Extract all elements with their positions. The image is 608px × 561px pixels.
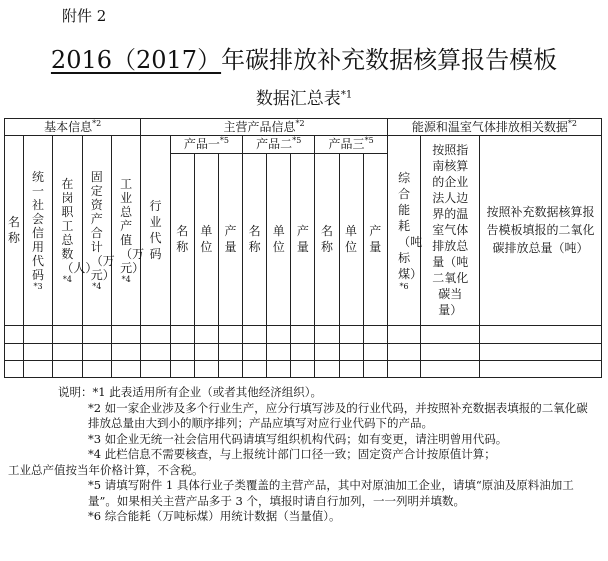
p1-output	[218, 153, 242, 325]
p1-name	[170, 153, 194, 325]
table-title-mark: *1	[340, 89, 353, 101]
col-credit-mark: *3	[33, 281, 43, 291]
table-title-text: 数据汇总表	[255, 89, 341, 109]
product-two-label: 产品二	[256, 137, 293, 152]
table-row	[5, 325, 602, 343]
note-1: 说明：*1 此表适用所有企业（或者其他经济组织）。	[58, 385, 322, 399]
p1-unit	[194, 153, 218, 325]
group-product-label: 主营产品信息	[223, 120, 296, 134]
group-product-info	[141, 119, 387, 136]
title-text: 年碳排放补充数据核算报告模板	[221, 46, 558, 74]
col-energy-label: 综合能耗（吨标煤）	[398, 170, 423, 281]
p3-name-label: 名称	[320, 224, 333, 255]
p2-name	[243, 153, 267, 325]
group-energy-label: 能源和温室气体排放相关数据	[411, 120, 568, 134]
col-credit-label: 统一社会信用代码	[32, 169, 45, 282]
document-title	[0, 40, 608, 75]
note-4-continued: 工业总产值按当年价格计算，不含税。	[8, 462, 204, 477]
group-product-mark: *2	[295, 119, 305, 128]
col-assets-mark: *4	[92, 281, 102, 291]
product-one-header	[170, 135, 242, 153]
group-energy-info	[387, 119, 601, 136]
col-staff-mark: *4	[62, 274, 72, 284]
col-emission-supp-label: 按照补充数据核算报告模板填报的二氧化碳排放总量（吨）	[486, 205, 595, 256]
col-output-value	[111, 135, 145, 325]
product-two-header	[243, 135, 315, 153]
note-4: *4 此栏信息不需要核查，与上报统计部门口径一致；固定资产合计按原值计算；	[88, 447, 496, 461]
col-name-label: 名称	[7, 215, 20, 246]
p3-unit-label: 单位	[345, 224, 358, 255]
col-staff-label: 在岗职工总数（人）	[61, 176, 98, 275]
product-three-header	[315, 135, 387, 153]
p3-unit	[339, 153, 363, 325]
p2-unit-label: 单位	[272, 224, 285, 255]
group-energy-mark: *2	[567, 119, 577, 128]
product-one-mark: *5	[219, 136, 229, 146]
col-emission-guide-label: 按照指南核算的企业法人边界的温室气体排放总量（吨二氧化碳当量）	[432, 143, 469, 318]
col-output-label: 工业总产值（万元）	[120, 176, 145, 275]
note-2: *2 如一家企业涉及多个行业生产，应分行填写涉及的行业代码，并按照补充数据表填报的二氧化碳排放总量由大到小的顺序排列；产品应填写对应行业代码下的产品。	[88, 400, 588, 430]
p2-output	[291, 153, 315, 325]
table-row	[5, 360, 602, 377]
product-two-mark: *5	[292, 136, 302, 146]
col-credit-code	[23, 135, 52, 325]
table-row	[5, 343, 602, 360]
col-energy	[387, 135, 421, 325]
table-title	[0, 84, 608, 109]
group-basic-mark: *2	[92, 119, 102, 128]
note-6: *6 综合能耗（万吨标煤）用统计数据（当量值）。	[88, 509, 341, 523]
p2-output-label: 产量	[296, 224, 309, 255]
summary-table	[4, 118, 602, 378]
p2-name-label: 名称	[248, 224, 261, 255]
product-one-label: 产品一	[183, 137, 220, 152]
p3-output-label: 产量	[369, 224, 382, 255]
col-assets	[82, 135, 115, 325]
col-name	[5, 135, 24, 325]
p3-name	[315, 153, 339, 325]
notes-section	[8, 385, 588, 525]
p1-name-label: 名称	[176, 224, 189, 255]
p3-output	[363, 153, 387, 325]
p1-output-label: 产量	[224, 224, 237, 255]
group-basic-info	[5, 119, 141, 136]
product-three-label: 产品三	[328, 137, 365, 152]
col-industry-label: 行业代码	[149, 199, 162, 262]
col-staff	[53, 135, 98, 325]
note-5: *5 请填写附件 1 具体行业子类覆盖的主营产品，其中对原油加工企业，请填“原油及原料油加工量”。如果相关主营产品多于 3 个，填报时请自行加列，一一列明并填数。	[88, 478, 574, 508]
col-emission-supplement	[480, 135, 602, 325]
col-assets-label: 固定资产合计（万元）	[90, 169, 115, 282]
note-3: *3 如企业无统一社会信用代码请填写组织机构代码；如有变更，请注明曾用代码。	[88, 431, 508, 446]
col-energy-mark: *6	[399, 281, 409, 291]
col-output-mark: *4	[121, 274, 131, 284]
p2-unit	[267, 153, 291, 325]
group-basic-label: 基本信息	[44, 120, 93, 134]
col-industry-code	[141, 135, 170, 325]
p1-unit-label: 单位	[200, 224, 213, 255]
attachment-label: 附件 2	[62, 7, 107, 25]
title-year: 2016（2017）	[50, 46, 222, 74]
col-emission-guide	[421, 135, 480, 325]
product-three-mark: *5	[364, 136, 374, 146]
